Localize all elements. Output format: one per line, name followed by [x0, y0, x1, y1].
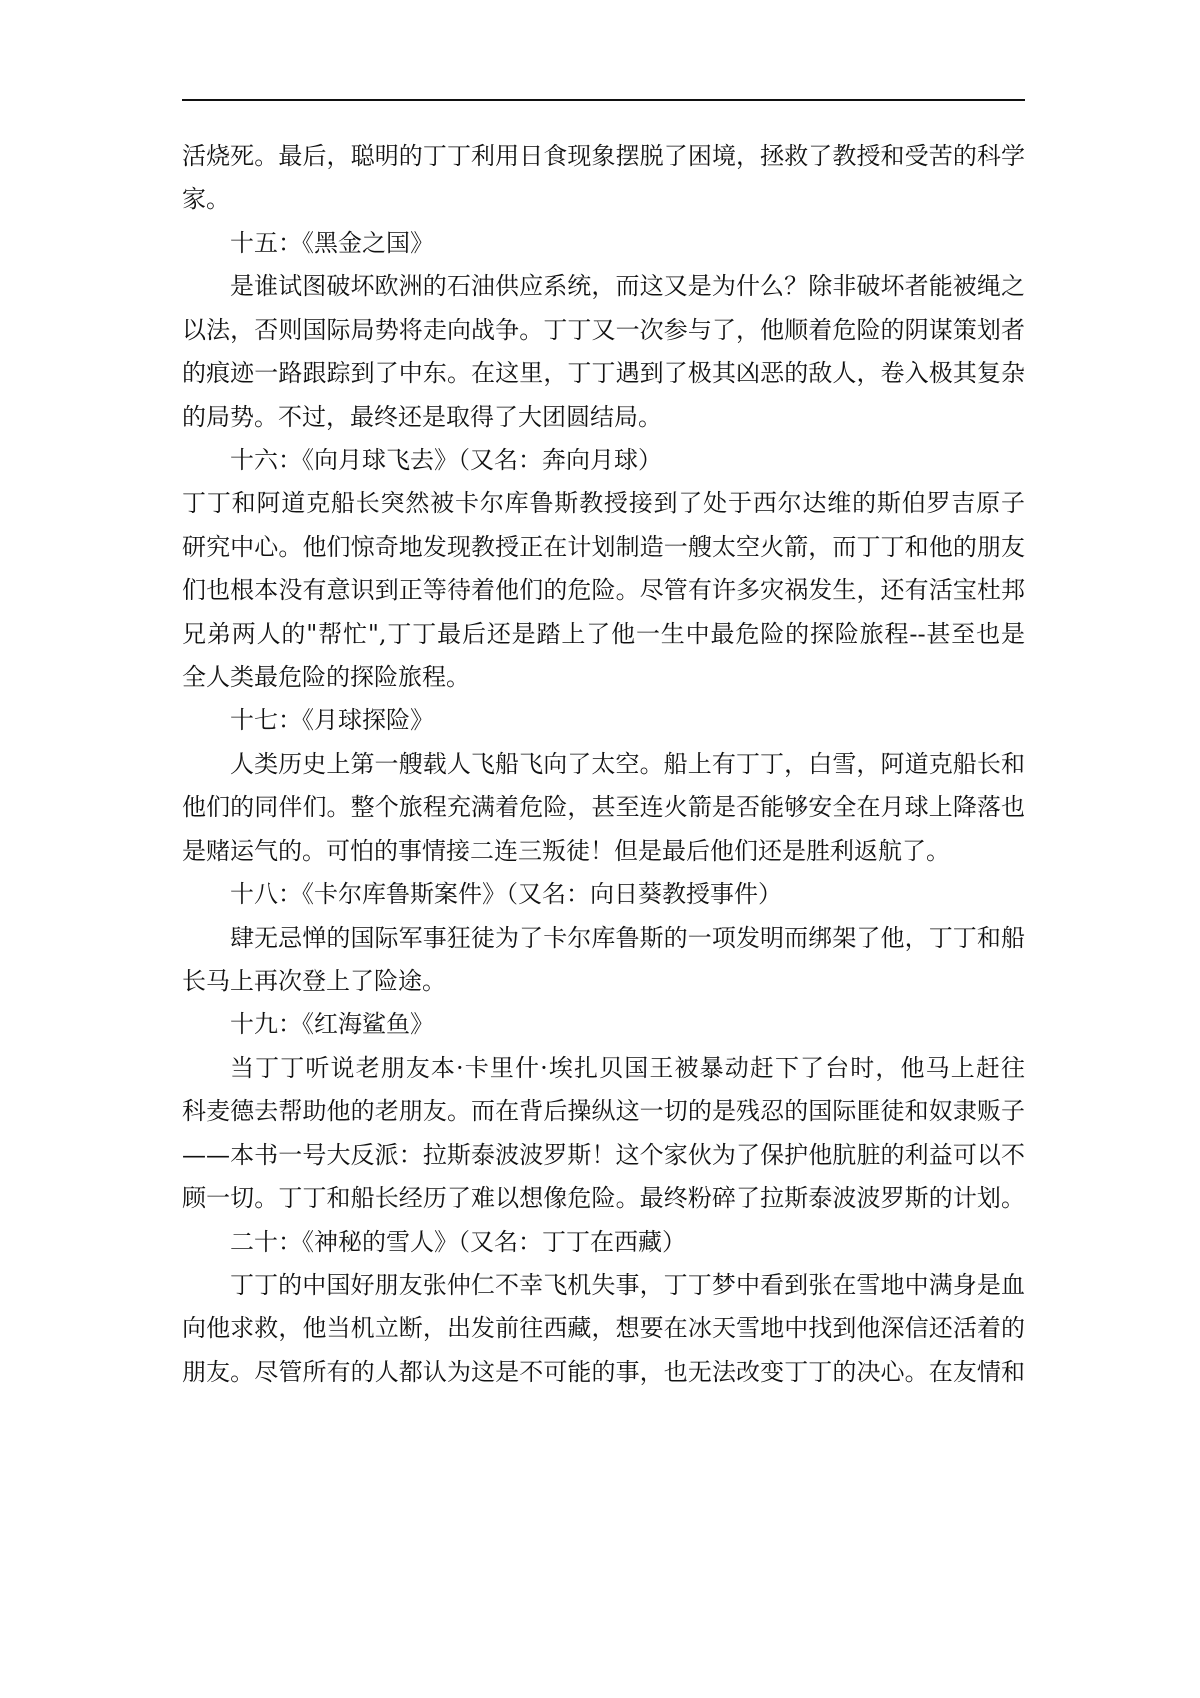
text-line: 肆无忌惮的国际军事狂徒为了卡尔库鲁斯的一项发明而绑架了他，丁丁和船 [230, 923, 1025, 952]
text-line: 的痕迹一路跟踪到了中东。在这里，丁丁遇到了极其凶恶的敌人，卷入极其复杂 [182, 359, 1025, 388]
text-line: 长马上再次登上了险途。 [182, 967, 446, 996]
text-line: ——本书一号大反派：拉斯泰波波罗斯！这个家伙为了保护他肮脏的利益可以不 [182, 1140, 1025, 1169]
text-line: 研究中心。他们惊奇地发现教授正在计划制造一艘太空火箭，而丁丁和他的朋友 [182, 532, 1025, 561]
paragraph-15-summary [182, 265, 1025, 439]
text-line: 丁丁和阿道克船长突然被卡尔库鲁斯教授接到了处于西尔达维的斯伯罗吉原子 [182, 489, 1025, 518]
paragraph-19-summary [182, 1047, 1025, 1221]
text-line: 科麦德去帮助他的老朋友。而在背后操纵这一切的是残忍的国际匪徒和奴隶贩子 [182, 1097, 1025, 1126]
text-line: 以法，否则国际局势将走向战争。丁丁又一次参与了，他顺着危险的阴谋策划者 [182, 315, 1025, 344]
text-line: 家。 [182, 185, 230, 214]
heading-text: 十九：《红海鲨鱼》 [230, 1010, 434, 1039]
section-heading-18 [182, 873, 1025, 916]
section-heading-16 [182, 439, 1025, 482]
text-line: 人类历史上第一艘载人飞船飞向了太空。船上有丁丁，白雪，阿道克船长和 [230, 749, 1025, 778]
text-line: 顾一切。丁丁和船长经历了难以想像危险。最终粉碎了拉斯泰波波罗斯的计划。 [182, 1184, 1025, 1213]
text-line: 们也根本没有意识到正等待着他们的危险。尽管有许多灾祸发生，还有活宝杜邦 [182, 576, 1025, 605]
text-line: 向他求救，他当机立断，出发前往西藏，想要在冰天雪地中找到他深信还活着的 [182, 1314, 1025, 1343]
heading-text: 十八：《卡尔库鲁斯案件》（又名：向日葵教授事件） [230, 880, 782, 909]
document-body [182, 135, 1025, 1394]
text-line: 是赌运气的。可怕的事情接二连三叛徒！但是最后他们还是胜利返航了。 [182, 836, 950, 865]
text-line: 朋友。尽管所有的人都认为这是不可能的事，也无法改变丁丁的决心。在友情和 [182, 1357, 1025, 1386]
heading-text: 十五：《黑金之国》 [230, 228, 434, 257]
text-line: 他们的同伴们。整个旅程充满着危险，甚至连火箭是否能够安全在月球上降落也 [182, 793, 1025, 822]
text-line: 活烧死。最后，聪明的丁丁利用日食现象摆脱了困境，拯救了教授和受苦的科学 [182, 142, 1025, 170]
text-line: 丁丁的中国好朋友张仲仁不幸飞机失事，丁丁梦中看到张在雪地中满身是血 [230, 1270, 1025, 1299]
heading-text: 十六：《向月球飞去》（又名：奔向月球） [230, 445, 662, 474]
paragraph-18-summary [182, 917, 1025, 1004]
section-heading-20 [182, 1221, 1025, 1264]
text-line: 是谁试图破坏欧洲的石油供应系统，而这又是为什么？除非破坏者能被绳之 [230, 272, 1025, 301]
paragraph-16-summary [182, 482, 1025, 699]
paragraph-continuation [182, 135, 1025, 222]
text-line: 兄弟两人的"帮忙",丁丁最后还是踏上了他一生中最危险的探险旅程--甚至也是 [182, 619, 1025, 648]
section-heading-19 [182, 1003, 1025, 1046]
text-line: 的局势。不过，最终还是取得了大团圆结局。 [182, 402, 662, 431]
header-rule [182, 99, 1025, 101]
section-heading-15 [182, 222, 1025, 265]
heading-text: 十七：《月球探险》 [230, 706, 434, 735]
heading-text: 二十：《神秘的雪人》（又名：丁丁在西藏） [230, 1227, 686, 1256]
paragraph-20-summary [182, 1264, 1025, 1394]
section-heading-17 [182, 699, 1025, 742]
paragraph-17-summary [182, 743, 1025, 873]
text-line: 全人类最危险的探险旅程。 [182, 663, 470, 692]
text-line: 当丁丁听说老朋友本·卡里什·埃扎贝国王被暴动赶下了台时，他马上赶往 [230, 1053, 1025, 1082]
